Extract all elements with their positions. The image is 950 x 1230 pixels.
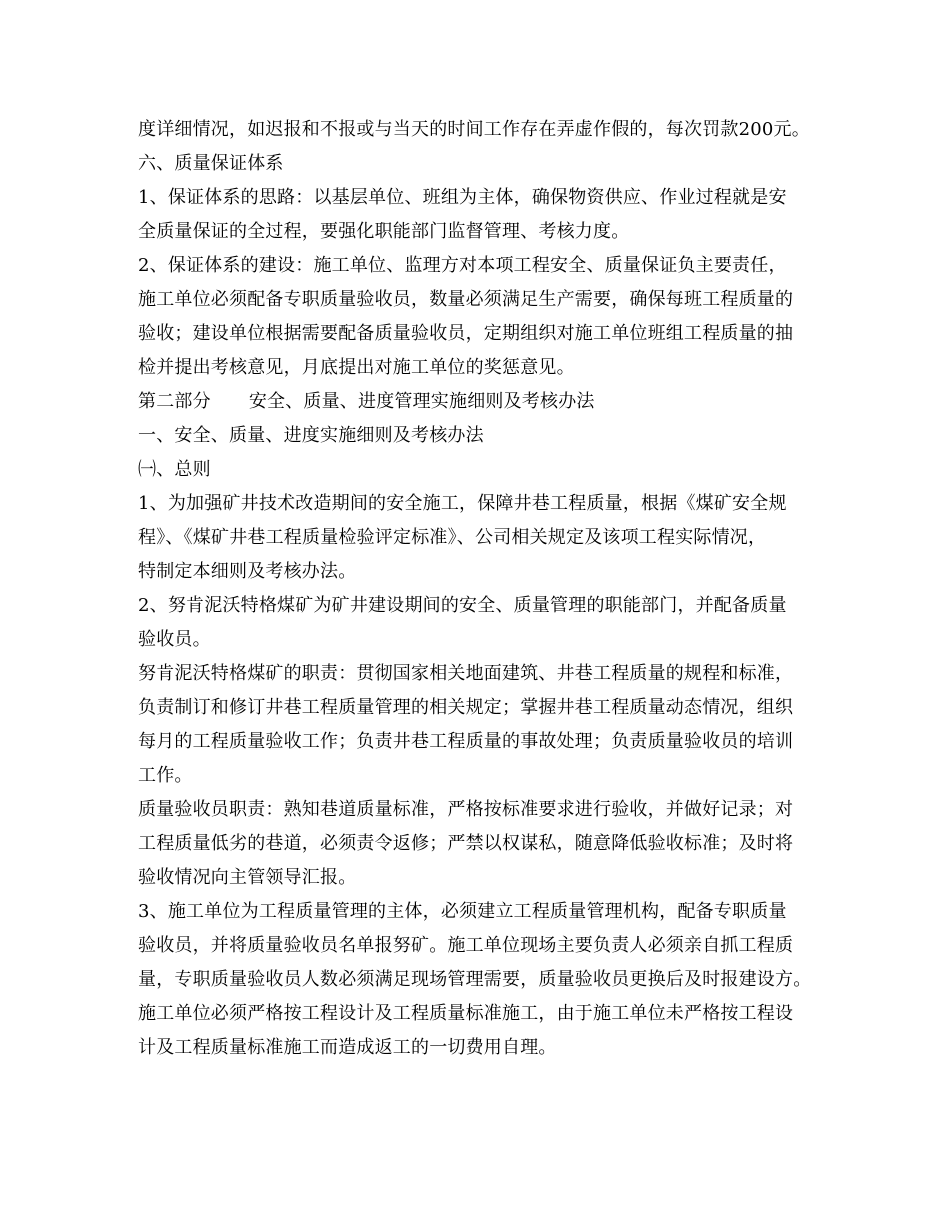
part-heading-label: 第二部分 [138, 391, 211, 412]
document-body [138, 113, 838, 1065]
section-heading: 一、安全、质量、进度实施细则及考核办法 [138, 425, 484, 446]
part-heading [138, 385, 838, 419]
section-heading: 六、质量保证体系 [138, 153, 284, 174]
paragraph-line: 全质量保证的全过程，要强化职能部门监督管理、考核力度。 [138, 221, 630, 242]
paragraph-line: 检并提出考核意见，月底提出对施工单位的奖惩意见。 [138, 357, 575, 378]
paragraph-line: 1、为加强矿井技术改造期间的安全施工，保障井巷工程质量，根据《煤矿安全规 [138, 493, 787, 514]
paragraph-line: 特制定本细则及考核办法。 [138, 561, 357, 582]
paragraph-line: 量，专职质量验收员人数必须满足现场管理需要，质量验收员更换后及时报建设方。 [138, 969, 812, 990]
paragraph-line: 工程质量低劣的巷道，必须责令返修；严禁以权谋私，随意降低验收标准；及时将 [138, 833, 794, 854]
paragraph-line: 1、保证体系的思路：以基层单位、班组为主体，确保物资供应、作业过程就是安 [138, 187, 787, 208]
paragraph-line: 验收情况向主管领导汇报。 [138, 867, 357, 888]
paragraph-line: 2、努肯泥沃特格煤矿为矿井建设期间的安全、质量管理的职能部门，并配备质量 [138, 595, 787, 616]
paragraph-line: 程》、《煤矿井巷工程质量检验评定标准》、公司相关规定及该项工程实际情况， [138, 527, 767, 548]
paragraph-line: 3、施工单位为工程质量管理的主体，必须建立工程质量管理机构，配备专职质量 [138, 901, 787, 922]
paragraph-line: 度详细情况，如迟报和不报或与当天的时间工作存在弄虚作假的，每次罚款200元。 [138, 119, 810, 140]
paragraph-line: 负责制订和修订井巷工程质量管理的相关规定；掌握井巷工程质量动态情况，组织 [138, 697, 794, 718]
part-heading-title: 安全、质量、进度管理实施细则及考核办法 [248, 391, 595, 412]
paragraph-line: 2、保证体系的建设：施工单位、监理方对本项工程安全、质量保证负主要责任， [138, 255, 787, 276]
paragraph-line: 验收员，并将质量验收员名单报努矿。施工单位现场主要负责人必须亲自抓工程质 [138, 935, 794, 956]
paragraph-line: 施工单位必须严格按工程设计及工程质量标准施工，由于施工单位未严格按工程设 [138, 1003, 794, 1024]
paragraph-line: 施工单位必须配备专职质量验收员，数量必须满足生产需要，确保每班工程质量的 [138, 289, 794, 310]
paragraph-line: 努肯泥沃特格煤矿的职责：贯彻国家相关地面建筑、井巷工程质量的规程和标准， [138, 663, 794, 684]
paragraph-line: 工作。 [138, 765, 193, 786]
paragraph-line: 验收；建设单位根据需要配备质量验收员，定期组织对施工单位班组工程质量的抽 [138, 323, 794, 344]
paragraph-line: 每月的工程质量验收工作；负责井巷工程质量的事故处理；负责质量验收员的培训 [138, 731, 794, 752]
paragraph-line: 质量验收员职责：熟知巷道质量标准，严格按标准要求进行验收，并做好记录；对 [138, 799, 794, 820]
subsection-heading: ㈠、总则 [138, 459, 211, 480]
paragraph-line: 计及工程质量标准施工而造成返工的一切费用自理。 [138, 1037, 557, 1058]
paragraph-line: 验收员。 [138, 629, 211, 650]
